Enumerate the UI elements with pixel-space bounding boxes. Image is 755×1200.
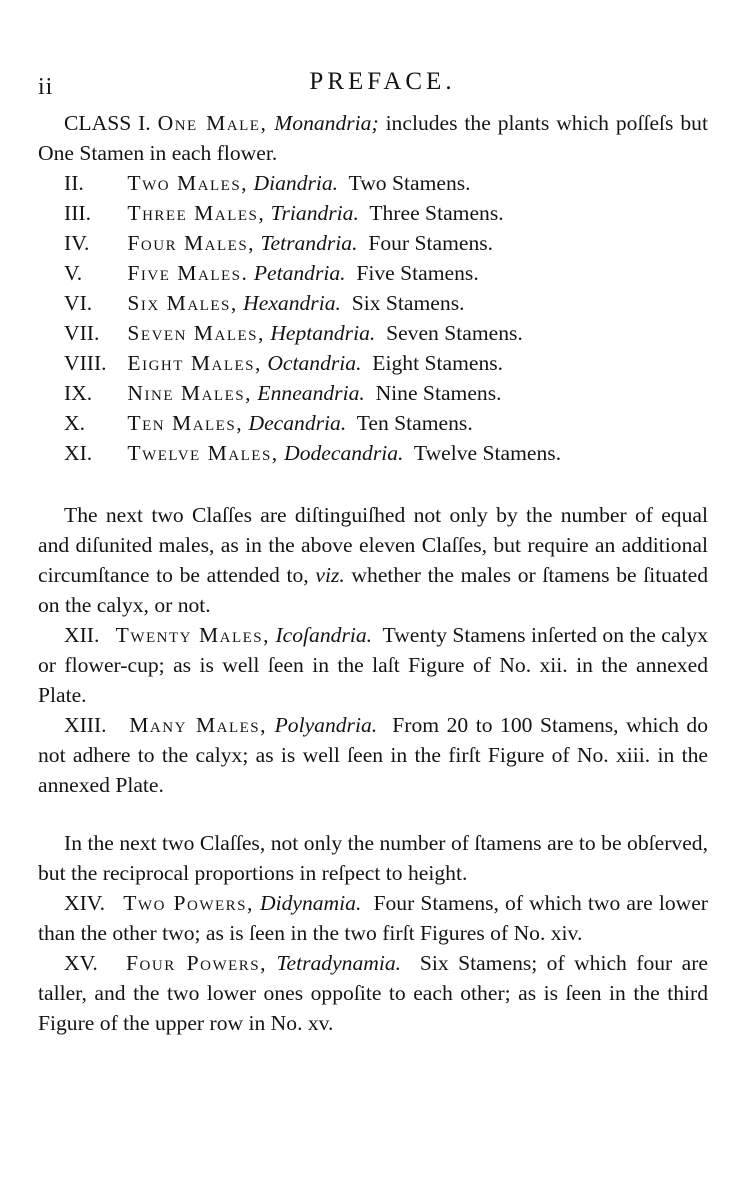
class-description: Ten Stamens. (356, 411, 473, 435)
class-1-description: includes the plants which poſſeſs but One Stamen in each flower. (38, 111, 708, 165)
class-description: Six Stamens. (351, 291, 465, 315)
class-number: XIV. (64, 891, 105, 915)
class-list (38, 168, 708, 468)
class-english-name: Four Powers, (126, 951, 268, 975)
intro-paragraph (38, 500, 708, 620)
class-latin-name: Octandria. (267, 351, 362, 375)
class-entry (38, 228, 708, 258)
class-number: XII. (64, 623, 100, 647)
class-latin-name: Icoſandria. (275, 623, 373, 647)
class-english-name: Six Males, (127, 291, 238, 315)
class-english-name: Eight Males, (127, 351, 262, 375)
class-latin-name: Decandria. (248, 411, 347, 435)
class-description: From 20 to 100 Stamens, which do not adhere to the calyx; as is well ſeen in the firſt Figure of No. xiii. in the annexed Plate. (38, 713, 709, 797)
class-1-english-name: One Male, (157, 111, 268, 135)
class-entry (38, 408, 708, 438)
class-english-name: Seven Males, (127, 321, 265, 345)
class-number: IX. (64, 381, 93, 405)
class-15-entry (38, 948, 708, 1038)
class-english-name: Five Males. (127, 261, 249, 285)
section-gap (38, 468, 708, 500)
class-entry (38, 198, 708, 228)
class-description: Two Stamens. (348, 171, 471, 195)
class-english-name: Two Males, (127, 171, 249, 195)
class-entry (38, 168, 708, 198)
class-13-entry (38, 710, 708, 800)
class-entry (38, 288, 708, 318)
class-description: Eight Stamens. (372, 351, 504, 375)
class-description: Five Stamens. (356, 261, 479, 285)
proportions-text: In the next two Claſſes, not only the number of ſtamens are to be obſerved, but the reciprocal proportions in reſpect to height. (38, 831, 708, 885)
class-number: II. (64, 171, 84, 195)
class-latin-name: Hexandria. (243, 291, 341, 315)
class-number: VII. (64, 321, 100, 345)
class-12-entry (38, 620, 708, 710)
class-number: XIII. (64, 713, 107, 737)
intro-text: The next two Claſſes are diſtinguiſhed not only by the number of equal and diſunited males, as in the above eleven Claſſes, but require an additional circumſtance to be attended to, (38, 503, 708, 587)
class-english-name: Two Powers, (123, 891, 254, 915)
class-entry (38, 378, 708, 408)
class-number: VIII. (64, 351, 107, 375)
class-description: Twenty Stamens inſerted on the calyx or flower-cup; as is well ſeen in the laſt Figure of No. xii. in the annexed Plate. (38, 623, 708, 707)
class-entry (38, 318, 708, 348)
class-english-name: Twelve Males, (127, 441, 279, 465)
class-number: V. (64, 261, 83, 285)
class-english-name: Three Males, (127, 201, 266, 225)
class-latin-name: Enneandria. (257, 381, 365, 405)
page-text (38, 108, 708, 1038)
section-gap (38, 800, 708, 828)
class-description: Nine Stamens. (375, 381, 502, 405)
class-description: Twelve Stamens. (413, 441, 562, 465)
class-latin-name: Polyandria. (274, 713, 378, 737)
class-latin-name: Triandria. (270, 201, 359, 225)
class-1-entry (38, 108, 708, 168)
class-number: III. (64, 201, 91, 225)
class-number: IV. (64, 231, 90, 255)
class-latin-name: Diandria. (253, 171, 339, 195)
class-1-latin-name: Monandria; (274, 111, 379, 135)
class-number: XI. (64, 441, 93, 465)
class-number: XV. (64, 951, 98, 975)
class-entry (38, 438, 708, 468)
class-number: X. (64, 411, 85, 435)
class-english-name: Four Males, (127, 231, 256, 255)
class-latin-name: Dodecandria. (284, 441, 404, 465)
class-latin-name: Heptandria. (270, 321, 376, 345)
class-description: Seven Stamens. (386, 321, 523, 345)
viz-word: viz. (315, 563, 345, 587)
class-entry (38, 348, 708, 378)
class-english-name: Twenty Males, (115, 623, 271, 647)
class-number: VI. (64, 291, 93, 315)
class-1-label: CLASS I. (64, 111, 151, 135)
class-description: Four Stamens, of which two are lower than the other two; as is ſeen in the two firſt Figures of No. xiv. (38, 891, 708, 945)
page-number: ii (38, 74, 54, 100)
class-latin-name: Didynamia. (259, 891, 362, 915)
class-latin-name: Tetrandria. (260, 231, 358, 255)
class-english-name: Many Males, (129, 713, 268, 737)
class-english-name: Ten Males, (127, 411, 244, 435)
intro-text-end: whether the males or ſtamens be ſituated on the calyx, or not. (38, 563, 708, 617)
class-latin-name: Tetradynamia. (276, 951, 402, 975)
running-head: PREFACE. (309, 68, 456, 95)
class-latin-name: Petandria. (253, 261, 346, 285)
class-description: Three Stamens. (369, 201, 504, 225)
class-14-entry (38, 888, 708, 948)
class-description: Four Stamens. (368, 231, 494, 255)
class-description: Six Stamens; of which four are taller, and the two lower ones oppoſite to each other; as is ſeen in the third Figure of the upper row in No. xv. (38, 951, 708, 1035)
class-english-name: Nine Males, (127, 381, 252, 405)
class-entry (38, 258, 708, 288)
proportions-paragraph (38, 828, 708, 888)
